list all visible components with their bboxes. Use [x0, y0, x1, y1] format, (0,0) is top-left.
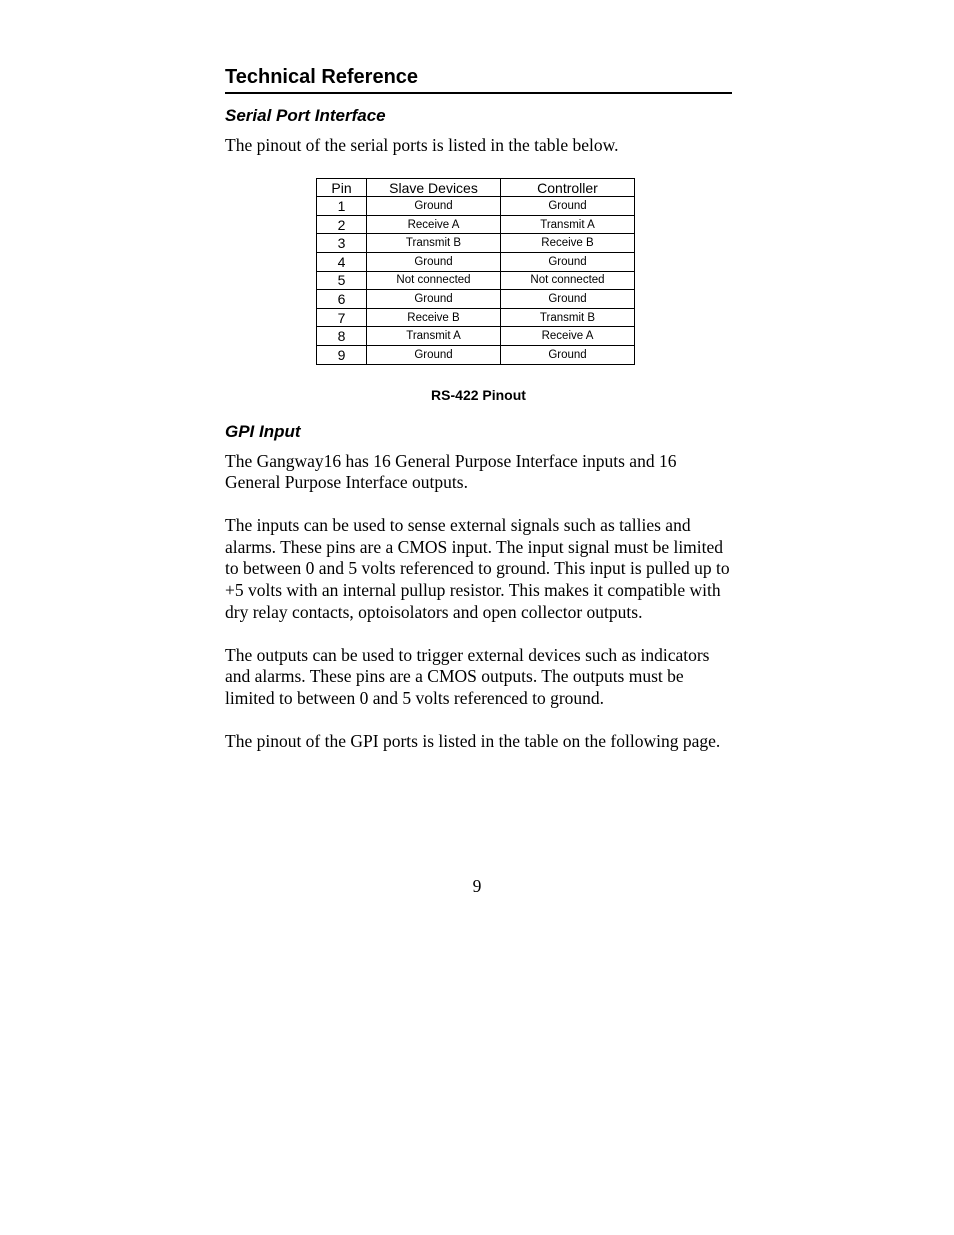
pin-cell: 1 — [317, 197, 367, 216]
controller-cell: Receive A — [501, 327, 635, 346]
controller-cell: Ground — [501, 346, 635, 365]
table-row — [317, 271, 635, 290]
table-header-row — [317, 178, 635, 197]
slave-cell: Transmit A — [367, 327, 501, 346]
table-row — [317, 234, 635, 253]
pin-cell: 9 — [317, 346, 367, 365]
pin-cell: 2 — [317, 215, 367, 234]
gpi-paragraph: The Gangway16 has 16 General Purpose Interface inputs and 16 General Purpose Interface outputs. — [225, 450, 677, 493]
pin-cell: 3 — [317, 234, 367, 253]
table-row — [317, 290, 635, 309]
controller-cell: Ground — [501, 253, 635, 272]
table-row — [317, 215, 635, 234]
slave-cell: Ground — [367, 346, 501, 365]
gpi-paragraph: The inputs can be used to sense external signals such as tallies and alarms. These pins are a CMOS input. The input signal must be limited to between 0 and 5 volts referenced to ground. This input is pulled up to +5 volts with an internal pullup resistor. This makes it compatible with dry relay contacts, optoisolators and open collector outputs. — [225, 515, 730, 622]
rs422-pinout-table — [316, 178, 635, 365]
slave-cell: Receive B — [367, 308, 501, 327]
table-caption: RS-422 Pinout — [431, 386, 526, 403]
controller-cell: Receive B — [501, 234, 635, 253]
gpi-paragraph: The pinout of the GPI ports is listed in the table on the following page. — [225, 730, 721, 751]
controller-cell: Transmit A — [501, 215, 635, 234]
serial-port-title: Serial Port Interface — [225, 106, 386, 125]
slave-cell: Ground — [367, 253, 501, 272]
table-row — [317, 327, 635, 346]
header-slave-devices: Slave Devices — [367, 178, 501, 197]
slave-cell: Not connected — [367, 271, 501, 290]
pin-cell: 4 — [317, 253, 367, 272]
table-row — [317, 346, 635, 365]
document-page — [225, 62, 732, 752]
section-title: Technical Reference — [225, 62, 732, 94]
table-row — [317, 253, 635, 272]
slave-cell: Transmit B — [367, 234, 501, 253]
controller-cell: Transmit B — [501, 308, 635, 327]
slave-cell: Receive A — [367, 215, 501, 234]
pin-cell: 7 — [317, 308, 367, 327]
table-row — [317, 197, 635, 216]
pin-cell: 5 — [317, 271, 367, 290]
controller-cell: Not connected — [501, 271, 635, 290]
page-number: 9 — [472, 876, 482, 896]
header-pin: Pin — [317, 178, 367, 197]
gpi-input-title: GPI Input — [225, 421, 301, 441]
controller-cell: Ground — [501, 290, 635, 309]
pin-cell: 8 — [317, 327, 367, 346]
serial-intro: The pinout of the serial ports is listed in the table below. — [225, 135, 619, 155]
gpi-paragraph: The outputs can be used to trigger external devices such as indicators and alarms. These pins are a CMOS outputs. The outputs must be limited to between 0 and 5 volts referenced to ground. — [225, 644, 710, 708]
controller-cell: Ground — [501, 197, 635, 216]
table-row — [317, 308, 635, 327]
header-controller: Controller — [501, 178, 635, 197]
slave-cell: Ground — [367, 197, 501, 216]
pin-cell: 6 — [317, 290, 367, 309]
slave-cell: Ground — [367, 290, 501, 309]
